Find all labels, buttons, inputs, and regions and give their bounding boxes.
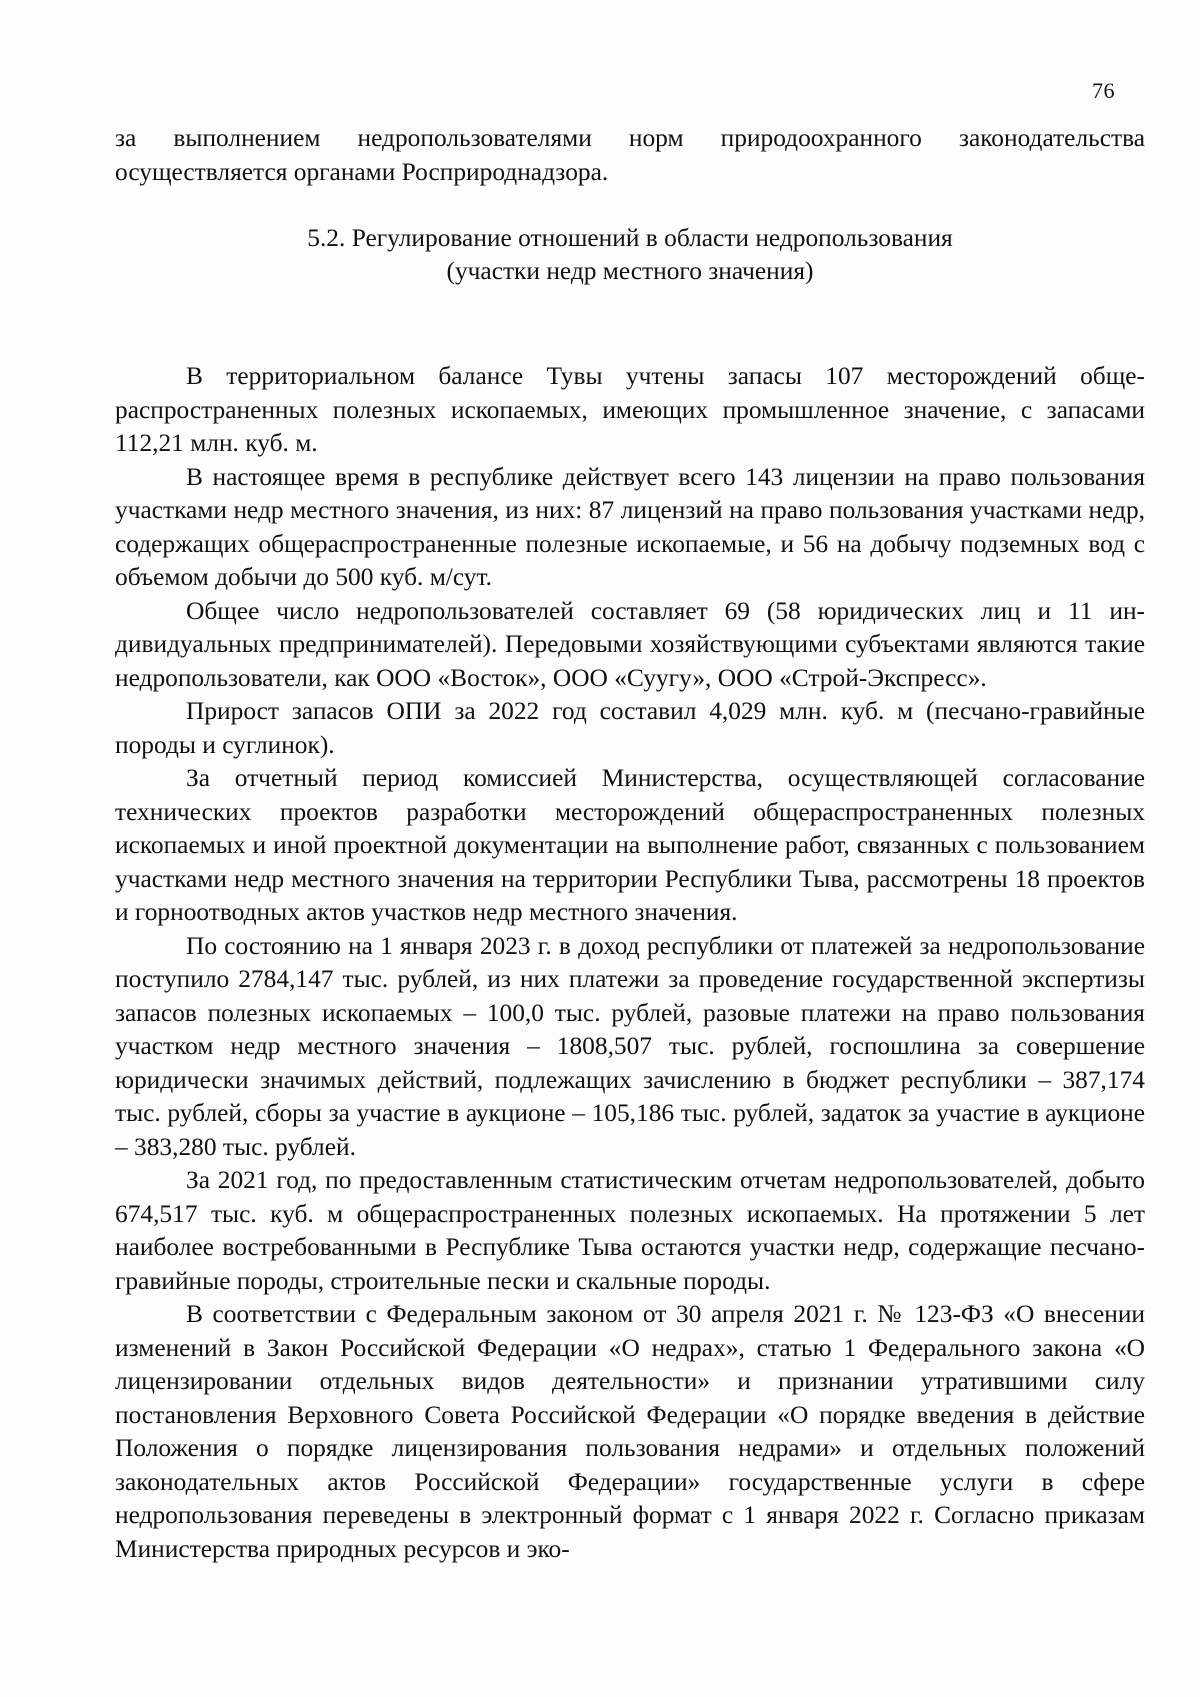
paragraph-subsoil-users: Общее число недропользователей составляет 69 (58 юридических лиц и 11 индивидуальных предпринимателей). Передовыми хозяйствующими субъектами являются такие недропользователи, как ООО «Восток», ООО «Суугу», ООО «Строй-Экспресс». (115, 596, 1145, 692)
paragraph-commission: За отчетный период комиссией Министерства, осуществляющей согласование технических проектов разработки месторождений общераспространенных полезных ископаемых и иной проектной документации на выполнение работ, связанных с пользованием участками недр местного значения на территории Республики Тыва, рассмотрены 18 проектов и горноотводных актов участков недр местного значения. (115, 764, 1145, 926)
paragraph-reserves-growth: Прирост запасов ОПИ за 2022 год составил 4,029 млн. куб. м (песчано-гравийные породы и суглинок). (115, 697, 1145, 759)
intro-paragraph: за выполнением недропользователями норм природоохранного законодательства осуществляется органами Росприроднадзора. (115, 124, 1145, 186)
paragraph-payments: По состоянию на 1 января 2023 г. в доход республики от платежей за недропользование поступило 2784,147 тыс. рублей, из них платежи за проведение государственной экспертизы запасов полезных ископаемых – 100,0 тыс. рублей, разовые платежи на право пользования участком недр местного значения – 1808,507 тыс. рублей, госпошлина за совершение юридически значимых действий, подлежащих зачислению в бюджет республики – 387,174 тыс. рублей, сборы за участие в аукционе – 105,186 тыс. рублей, задаток за участие в аукционе – 383,280 тыс. рублей. (115, 931, 1145, 1161)
paragraph-production: За 2021 год, по предоставленным статистическим отчетам недропользователей, добыто 674,517 тыс. куб. м общераспространенных полезных ископаемых. На протяжении 5 лет наиболее востребованными в Республике Тыва остаются участки недр, содержащие песчано-гравийные породы, строительные пески и скальные породы. (115, 1166, 1145, 1295)
paragraph-federal-law: В соответствии с Федеральным законом от 30 апреля 2021 г. № 123-ФЗ «О внесении изменений в Закон Российской Федерации «О недрах», статью 1 Федерального закона «О лицензировании отдельных видов деятельности» и признании утратившими силу постановления Верховного Совета Российской Федерации «О порядке введения в действие Положения о порядке лицензирования пользования недрами» и отдельных положений законодательных актов Российской Федерации» государственные услуги в сфере недропользования переведены в электронный формат с 1 января 2022 г. Согласно приказам Министерства природных ресурсов и эко- (115, 1300, 1145, 1563)
section-heading-line-2: (участки недр местного значения) (446, 257, 814, 285)
document-body (115, 122, 1145, 1566)
page-number: 76 (1092, 78, 1115, 103)
paragraph-reserves: В территориальном балансе Тувы учтены запасы 107 месторождений общераспространенных полезных ископаемых, имеющих промышленное значение, с запасами 112,21 млн. куб. м. (115, 362, 1145, 457)
section-heading-line-1: 5.2. Регулирование отношений в области недропользования (307, 224, 953, 252)
section-heading (115, 222, 1145, 288)
paragraph-licenses: В настоящее время в республике действует всего 143 лицензии на право пользования участками недр местного значения, из них: 87 лицензий на право пользования участками недр, содержащих общераспространенные полезные ископаемые, и 56 на добычу подземных вод с объемом добычи до 500 куб. м/сут. (115, 462, 1145, 591)
